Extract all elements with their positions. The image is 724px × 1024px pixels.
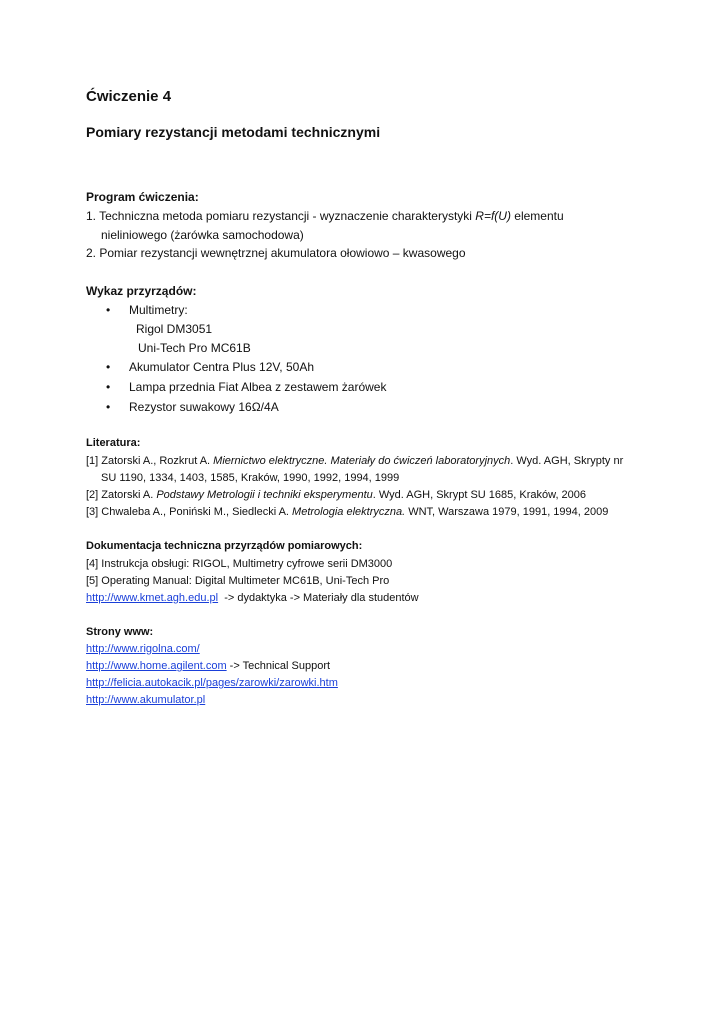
- agilent-link-path: -> Technical Support: [226, 660, 331, 672]
- ref-3-authors: [3] Chwaleba A., Poniński M., Siedlecki A.: [86, 506, 293, 518]
- ref-3-title: Metrologia elektryczna.: [292, 506, 406, 518]
- rigol-link[interactable]: http://www.rigolna.com/: [86, 643, 200, 655]
- program-heading: Program ćwiczenia:: [86, 190, 199, 204]
- documentation-link-row: [86, 592, 419, 604]
- bullet-icon: •: [106, 400, 111, 414]
- website-row-2: [86, 660, 330, 672]
- page-subtitle: Pomiary rezystancji metodami technicznymi: [86, 124, 381, 140]
- documentation-item-4: [4] Instrukcja obsługi: RIGOL, Multimetry cyfrowe serii DM3000: [86, 558, 393, 570]
- ref-1-authors: [1] Zatorski A., Rozkrut A.: [86, 455, 214, 467]
- program-item-1-formula: R=f(U): [475, 209, 511, 223]
- instruments-heading: Wykaz przyrządów:: [86, 284, 197, 298]
- literature-heading: Literatura:: [86, 437, 141, 449]
- documentation-heading: Dokumentacja techniczna przyrządów pomiarowych:: [86, 540, 363, 552]
- instrument-lamp: Lampa przednia Fiat Albea z zestawem żarówek: [129, 380, 387, 394]
- ref-1-title: Miernictwo elektryczne. Materiały do ćwiczeń laboratoryjnych: [213, 455, 511, 467]
- websites-heading: Strony www:: [86, 626, 154, 638]
- ref-3-publisher: WNT, Warszawa 1979, 1991, 1994, 2009: [405, 506, 609, 518]
- kmet-link-path: -> dydaktyka -> Materiały dla studentów: [218, 592, 419, 604]
- ref-2-title: Podstawy Metrologii i techniki eksperymentu: [156, 489, 373, 501]
- website-row-4: [86, 694, 205, 706]
- literature-ref-1-continuation: SU 1190, 1334, 1403, 1585, Kraków, 1990, 1992, 1994, 1999: [101, 472, 400, 484]
- ref-2-authors: [2] Zatorski A.: [86, 489, 157, 501]
- literature-ref-2: [86, 489, 586, 501]
- bullet-icon: •: [106, 303, 111, 317]
- literature-ref-3: [86, 506, 608, 518]
- agilent-link[interactable]: http://www.home.agilent.com: [86, 660, 227, 672]
- program-item-1: [86, 209, 564, 223]
- instrument-multimeter-unitech: Uni-Tech Pro MC61B: [138, 341, 251, 355]
- instrument-battery: Akumulator Centra Plus 12V, 50Ah: [129, 360, 314, 374]
- ref-2-publisher: . Wyd. AGH, Skrypt SU 1685, Kraków, 2006: [372, 489, 587, 501]
- instrument-resistor: Rezystor suwakowy 16Ω/4A: [129, 400, 279, 414]
- autokacik-link[interactable]: http://felicia.autokacik.pl/pages/zarowki/zarowki.htm: [86, 677, 338, 689]
- akumulator-link[interactable]: http://www.akumulator.pl: [86, 694, 206, 706]
- bullet-icon: •: [106, 360, 111, 374]
- documentation-item-5: [5] Operating Manual: Digital Multimeter MC61B, Uni-Tech Pro: [86, 575, 390, 587]
- program-item-1-text-end: elementu: [510, 209, 564, 223]
- program-item-2: 2. Pomiar rezystancji wewnętrznej akumulatora ołowiowo – kwasowego: [86, 246, 466, 260]
- website-row-3: [86, 677, 338, 689]
- program-item-1-continuation: nieliniowego (żarówka samochodowa): [101, 228, 304, 242]
- ref-1-publisher: . Wyd. AGH, Skrypty nr: [510, 455, 624, 467]
- instrument-multimeters: Multimetry:: [129, 303, 188, 317]
- literature-ref-1: [86, 455, 623, 467]
- program-item-1-text: 1. Techniczna metoda pomiaru rezystancji - wyznaczenie charakterystyki: [86, 209, 476, 223]
- page-title: Ćwiczenie 4: [86, 88, 172, 105]
- instrument-multimeter-rigol: Rigol DM3051: [136, 322, 213, 336]
- kmet-link[interactable]: http://www.kmet.agh.edu.pl: [86, 592, 219, 604]
- bullet-icon: •: [106, 380, 111, 394]
- website-row-1: [86, 643, 200, 655]
